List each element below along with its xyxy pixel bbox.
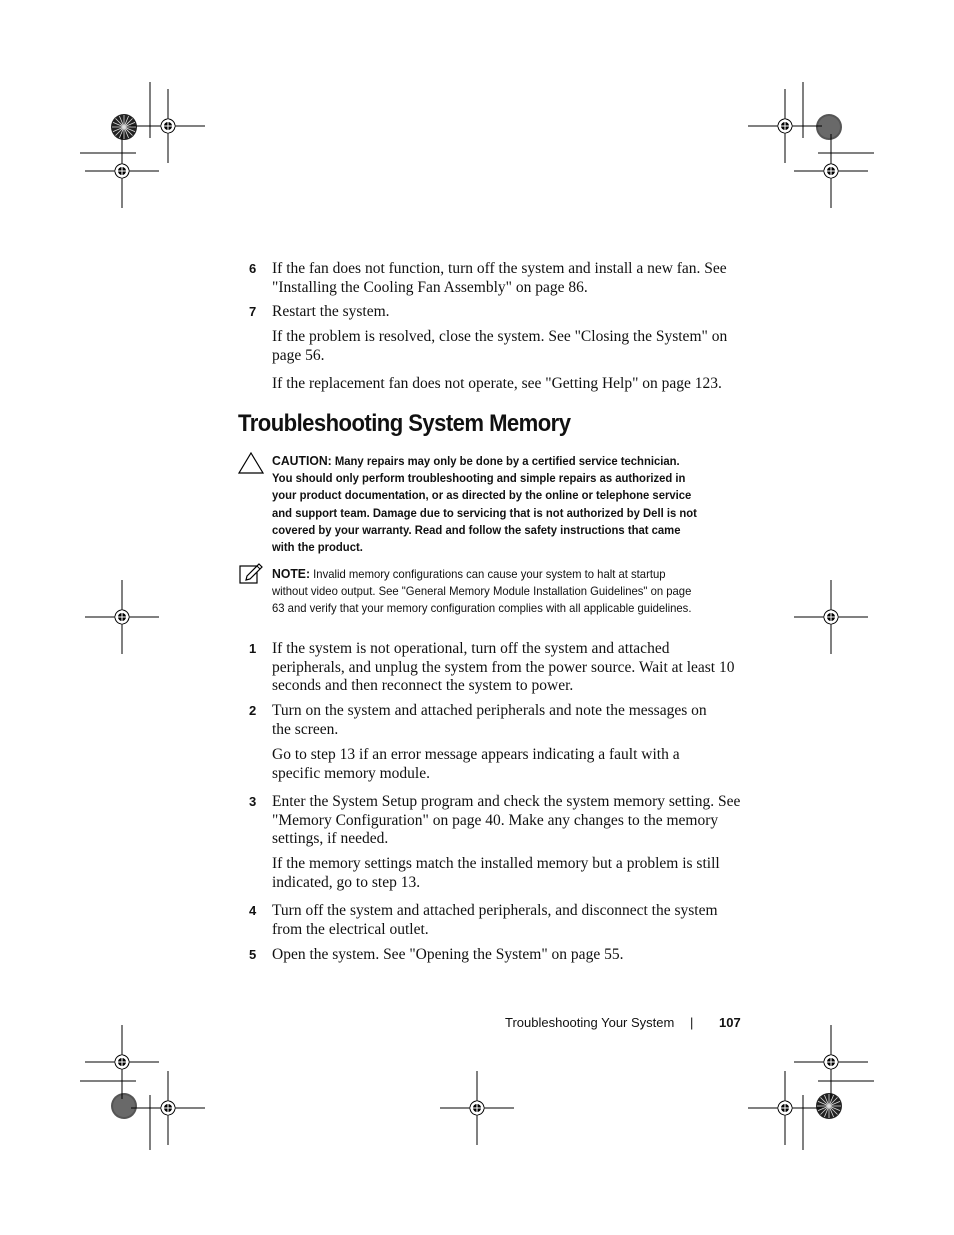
step-text: Open the system. See "Opening the System" on page 55.	[272, 946, 624, 963]
note-pencil-icon	[239, 563, 263, 585]
paragraph-step2: Go to step 13 if an error message appears indicating a fault with a specific memory module.	[272, 746, 680, 782]
step-number: 2	[249, 703, 257, 718]
step-number: 4	[249, 903, 257, 918]
caution-text: Many repairs may only be done by a certified service technician. You should only perform troubleshooting and simple repairs as authorized in your product documentation, or as directed by the online or telephone service and support team. Damage due to servicing that is not authorized by Dell is not covered by your warranty. Read and follow the safety instructions that came with the product.	[272, 454, 697, 555]
footer-section-title: Troubleshooting Your System	[505, 1015, 675, 1030]
step-item	[249, 902, 742, 939]
step-text: If the system is not operational, turn off the system and attached peripherals, and unplug the system from the power source. Wait at least 10 seconds and then reconnect the system to power.	[272, 640, 735, 694]
step-number: 3	[249, 794, 257, 809]
step-number: 7	[249, 304, 257, 319]
step-text: Turn on the system and attached peripherals and note the messages on the screen.	[272, 702, 707, 738]
step-item	[249, 303, 742, 322]
paragraph-resolved: If the problem is resolved, close the system. See "Closing the System" on page 56.	[272, 328, 728, 364]
section-heading: Troubleshooting System Memory	[238, 410, 571, 437]
step-number: 1	[249, 641, 257, 656]
step-text: Enter the System Setup program and check the system memory setting. See "Memory Configuration" on page 40. Make any changes to the memory settings, if needed.	[272, 793, 741, 847]
step-number: 6	[249, 261, 257, 276]
step-item	[249, 702, 712, 739]
note-block	[272, 565, 700, 618]
note-text: Invalid memory configurations can cause your system to halt at startup without video output. See "General Memory Module Installation Guidelines" on page 63 and verify that your memory configuration complies with all applicable guidelines.	[272, 567, 692, 616]
step-text: If the fan does not function, turn off the system and install a new fan. See "Installing the Cooling Fan Assembly" on page 86.	[272, 260, 727, 296]
page-number: 107	[719, 1015, 741, 1030]
caution-label: CAUTION:	[272, 453, 332, 468]
step-text: Turn off the system and attached peripherals, and disconnect the system from the electrical outlet.	[272, 902, 718, 938]
note-label: NOTE:	[272, 566, 311, 581]
paragraph-step3: If the memory settings match the installed memory but a problem is still indicated, go to step 13.	[272, 855, 720, 891]
step-item	[249, 640, 742, 696]
step-number: 5	[249, 947, 257, 962]
step-item	[249, 946, 742, 965]
paragraph-replacement: If the replacement fan does not operate, see "Getting Help" on page 123.	[272, 375, 722, 392]
footer-separator: |	[690, 1015, 694, 1030]
step-item	[249, 260, 742, 297]
step-item	[249, 793, 742, 849]
step-text: Restart the system.	[272, 303, 390, 320]
caution-block	[272, 452, 700, 556]
caution-icon	[238, 452, 264, 474]
